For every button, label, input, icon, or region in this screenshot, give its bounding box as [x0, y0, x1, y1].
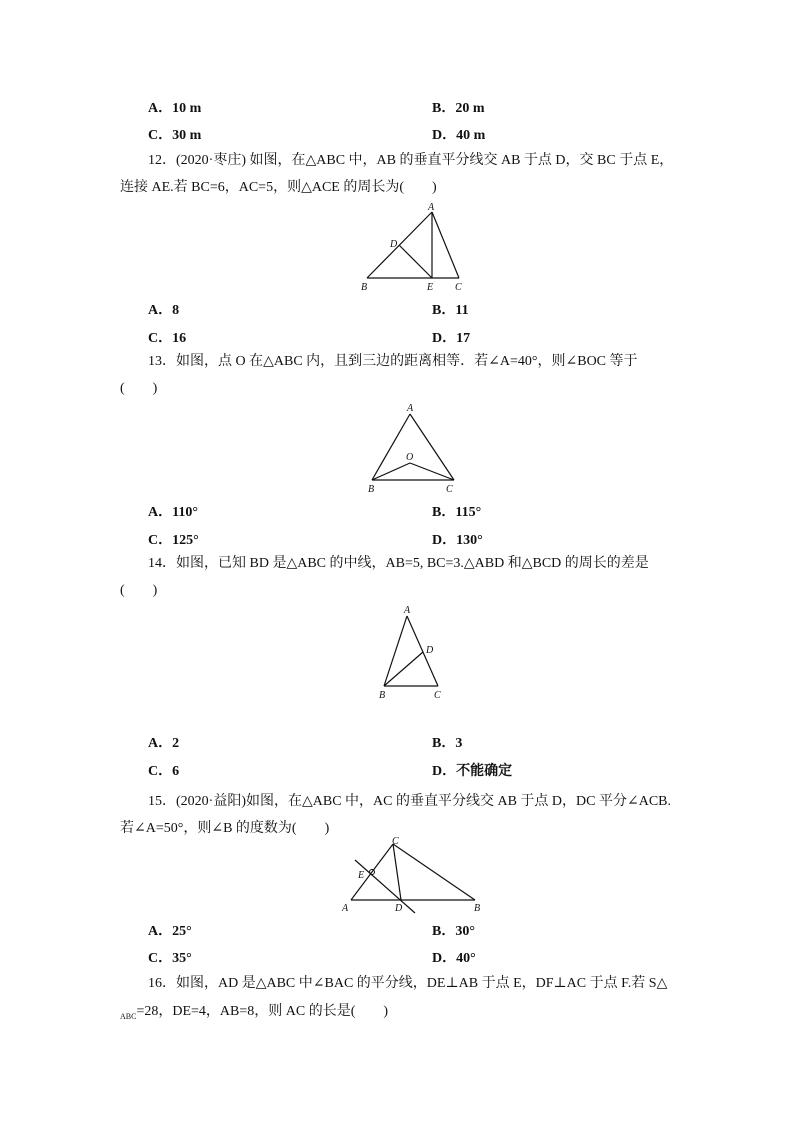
q16-stem-line2-text: =28，DE=4，AB=8，则 AC 的长是( )	[136, 1004, 389, 1019]
q15-figure	[335, 836, 495, 916]
q13-option-d[interactable]: D．130°	[432, 533, 483, 548]
q12-label-d: D	[390, 239, 398, 250]
q12-option-a[interactable]: A．8	[148, 303, 180, 318]
q15-option-c[interactable]: C．35°	[148, 951, 192, 966]
q12-label-a: A	[428, 202, 435, 213]
q13-segment-ac	[410, 414, 454, 480]
q13-segment-bo	[372, 463, 410, 480]
q14-option-d[interactable]: D．不能确定	[432, 764, 513, 779]
q13-stem-line1: 13．如图，点 O 在△ABC 内，且到三边的距离相等．若∠A=40°，则∠BOC 等于	[148, 354, 638, 369]
q13-label-c: C	[446, 484, 453, 495]
q14-figure	[374, 602, 454, 702]
q14-option-a[interactable]: A．2	[148, 736, 180, 751]
q12-option-d[interactable]: D．17	[432, 331, 471, 346]
q11-option-a[interactable]: A．10 m	[148, 101, 202, 116]
q15-label-a: A	[342, 903, 349, 914]
q11-option-c[interactable]: C．30 m	[148, 128, 202, 143]
q14-option-b[interactable]: B．3	[432, 736, 463, 751]
q14-segment-ac	[407, 616, 438, 686]
q13-option-c[interactable]: C．125°	[148, 533, 199, 548]
q11-option-b[interactable]: B．20 m	[432, 101, 485, 116]
q15-perpendicular-bisector	[355, 860, 415, 913]
q15-label-d: D	[395, 903, 403, 914]
q11-option-d[interactable]: D．40 m	[432, 128, 486, 143]
q15-stem-line2: 若∠A=50°，则∠B 的度数为( )	[120, 821, 330, 836]
q16-stem-line2	[120, 998, 388, 1031]
q13-segment-oc	[410, 463, 454, 480]
q13-segment-ab	[372, 414, 410, 480]
q14-label-c: C	[434, 690, 441, 701]
q12-segment-de	[399, 245, 432, 278]
q15-label-c: C	[392, 836, 399, 847]
q15-segment-cb	[393, 844, 475, 900]
q12-stem-line1: 12．(2020·枣庄) 如图，在△ABC 中，AB 的垂直平分线交 AB 于点 D，交 BC 于点 E，	[148, 153, 674, 168]
q15-stem-line1: 15．(2020·益阳)如图，在△ABC 中，AC 的垂直平分线交 AB 于点 D，DC 平分∠ACB.	[148, 794, 672, 809]
q15-label-e: E	[358, 870, 365, 881]
q13-option-b[interactable]: B．115°	[432, 505, 482, 520]
q14-stem-line2: ( )	[120, 583, 158, 598]
q13-label-a: A	[407, 403, 414, 414]
q15-option-d[interactable]: D．40°	[432, 951, 476, 966]
q12-figure	[355, 200, 475, 295]
q14-option-c[interactable]: C．6	[148, 764, 180, 779]
q14-label-d: D	[426, 645, 434, 656]
q12-segment-ac	[432, 212, 459, 278]
q12-option-b[interactable]: B．11	[432, 303, 469, 318]
q13-figure	[362, 400, 472, 496]
q16-stem-line1: 16．如图，AD 是△ABC 中∠BAC 的平分线，DE⊥AB 于点 E，DF⊥AC 于点 F.若 S△	[148, 976, 668, 991]
q13-stem-line2: ( )	[120, 381, 158, 396]
q13-label-o: O	[406, 452, 414, 463]
q13-option-a[interactable]: A．110°	[148, 505, 198, 520]
q16-area-subscript: ABC	[120, 1011, 137, 1021]
q14-stem-line1: 14．如图，已知 BD 是△ABC 的中线，AB=5, BC=3.△ABD 和△BCD 的周长的差是	[148, 556, 649, 571]
q12-label-e: E	[427, 282, 434, 293]
q12-option-c[interactable]: C．16	[148, 331, 187, 346]
q15-segment-cd	[393, 844, 401, 900]
q13-label-b: B	[368, 484, 375, 495]
q15-option-b[interactable]: B．30°	[432, 924, 475, 939]
q14-label-a: A	[404, 605, 411, 616]
q14-label-b: B	[379, 690, 386, 701]
q12-stem-line2: 连接 AE.若 BC=6，AC=5，则△ACE 的周长为( )	[120, 180, 437, 195]
q15-option-a[interactable]: A．25°	[148, 924, 192, 939]
q15-label-b: B	[474, 903, 481, 914]
q12-label-c: C	[455, 282, 462, 293]
q12-label-b: B	[361, 282, 368, 293]
